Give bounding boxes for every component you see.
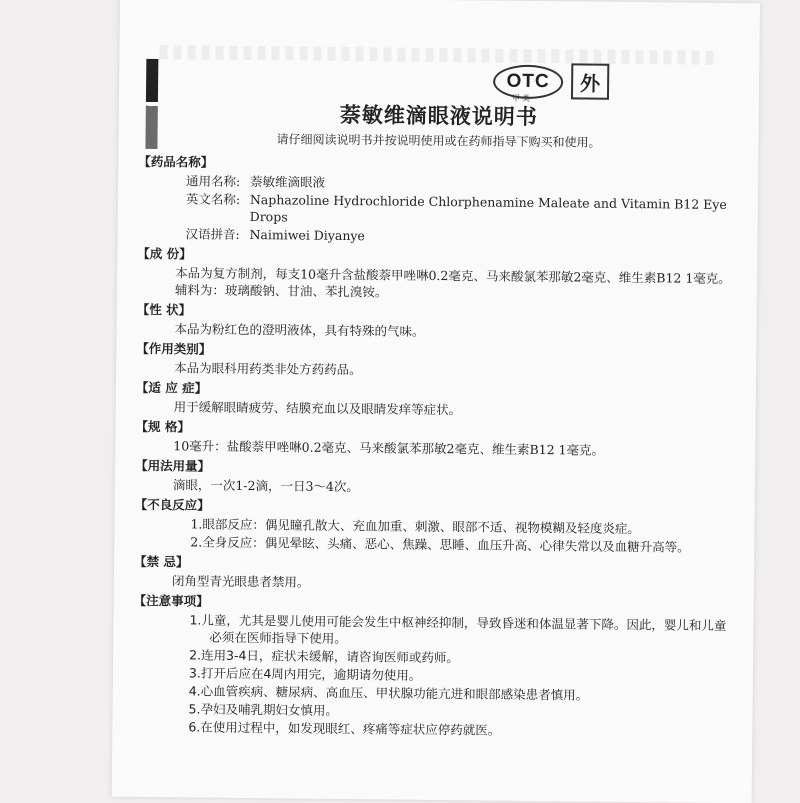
section-appearance	[136, 301, 736, 343]
external-use-badge: 外	[571, 63, 609, 99]
list-item: 1.儿童，尤其是婴儿使用可能会发生中枢神经抑制，导致昏迷和体温显著下降。因此，婴儿和儿童必须在医师指导下使用。	[189, 612, 727, 647]
field-label: 通用名称:	[186, 173, 241, 189]
section-heading: 【性 状】	[136, 301, 192, 318]
field-value: 萘敏维滴眼液	[250, 174, 326, 190]
list-item: 5.孕妇及哺乳期妇女慎用。	[188, 701, 339, 718]
list-item: 1.眼部反应：偶见瞳孔散大、充血加重、刺激、眼部不适、视物模糊及轻度炎症。	[190, 516, 640, 537]
leaflet-content	[132, 153, 738, 744]
leaflet-paper	[112, 0, 760, 803]
list-item: 2.连用3-4日，症状未缓解，请咨询医师或药师。	[189, 647, 460, 666]
section-text: 10毫升：盐酸萘甲唑啉0.2毫克、马来酸氯苯那敏2毫克、维生素B12 1毫克。	[173, 438, 605, 458]
field-label: 英文名称:	[185, 191, 241, 207]
section-text: 本品为眼科用药类非处方药药品。	[174, 360, 362, 378]
list-item: 2.全身反应：偶见晕眩、头痛、恶心、焦躁、思睡、血压升高、心律失常以及血糖升高等。	[190, 534, 690, 555]
field-value: Naphazoline Hydrochloride Chlorphenamine Maleate and Vitamin B12 Eye Drops	[249, 192, 727, 225]
section-heading: 【不良反应】	[134, 496, 210, 513]
otc-label: OTC	[506, 70, 550, 93]
field-value: Naimiwei Diyanye	[249, 227, 365, 244]
section-dosage	[135, 457, 735, 499]
list-item: 6.在使用过程中，如发现眼红、疼痛等症状应停药就医。	[188, 719, 501, 738]
otc-class-label: 甲类	[511, 93, 533, 103]
field-label: 汉语拼音:	[185, 226, 240, 242]
section-text: 滴眼，一次1-2滴，一日3～4次。	[172, 477, 360, 495]
page-subtitle: 请仔细阅读说明书并按说明使用或在药师指导下购买和使用。	[276, 132, 601, 150]
section-heading: 【用法用量】	[135, 457, 211, 474]
section-category	[136, 340, 736, 382]
section-adverse-reactions	[134, 496, 735, 556]
section-composition	[137, 245, 738, 304]
bleed-through-text	[159, 45, 719, 65]
section-indications	[136, 379, 736, 421]
section-specification	[135, 418, 735, 460]
list-item: 3.打开后应在4周内用完，逾期请勿使用。	[188, 665, 422, 683]
section-heading: 【成 份】	[137, 245, 192, 262]
section-text: 用于缓解眼睛疲劳、结膜充血以及眼睛发痒等症状。	[173, 399, 462, 418]
section-text: 本品为复方制剂，每支10毫升含盐酸萘甲唑啉0.2毫克、马来酸氯苯那敏2毫克、维生素B12 1毫克。辅料为：玻璃酸钠、甘油、苯扎溴铵。	[174, 265, 731, 300]
section-heading: 【作用类别】	[136, 340, 212, 357]
section-text: 本品为粉红色的澄明液体，具有特殊的气味。	[174, 321, 425, 339]
section-heading: 【药品名称】	[138, 153, 214, 170]
section-heading: 【适 应 症】	[135, 379, 208, 396]
section-heading: 【禁 忌】	[134, 553, 189, 570]
section-text: 闭角型青光眼患者禁用。	[171, 573, 310, 590]
section-heading: 【注意事项】	[133, 592, 209, 609]
section-contraindications	[134, 553, 734, 595]
page-title: 萘敏维滴眼液说明书	[339, 102, 538, 130]
section-drug-name	[137, 153, 738, 248]
section-precautions	[132, 592, 733, 741]
english-name-row	[138, 190, 738, 230]
section-heading: 【规 格】	[135, 418, 190, 435]
list-item: 4.心血管疾病、糖尿病、高血压、甲状腺功能亢进和眼部感染患者慎用。	[188, 683, 589, 703]
